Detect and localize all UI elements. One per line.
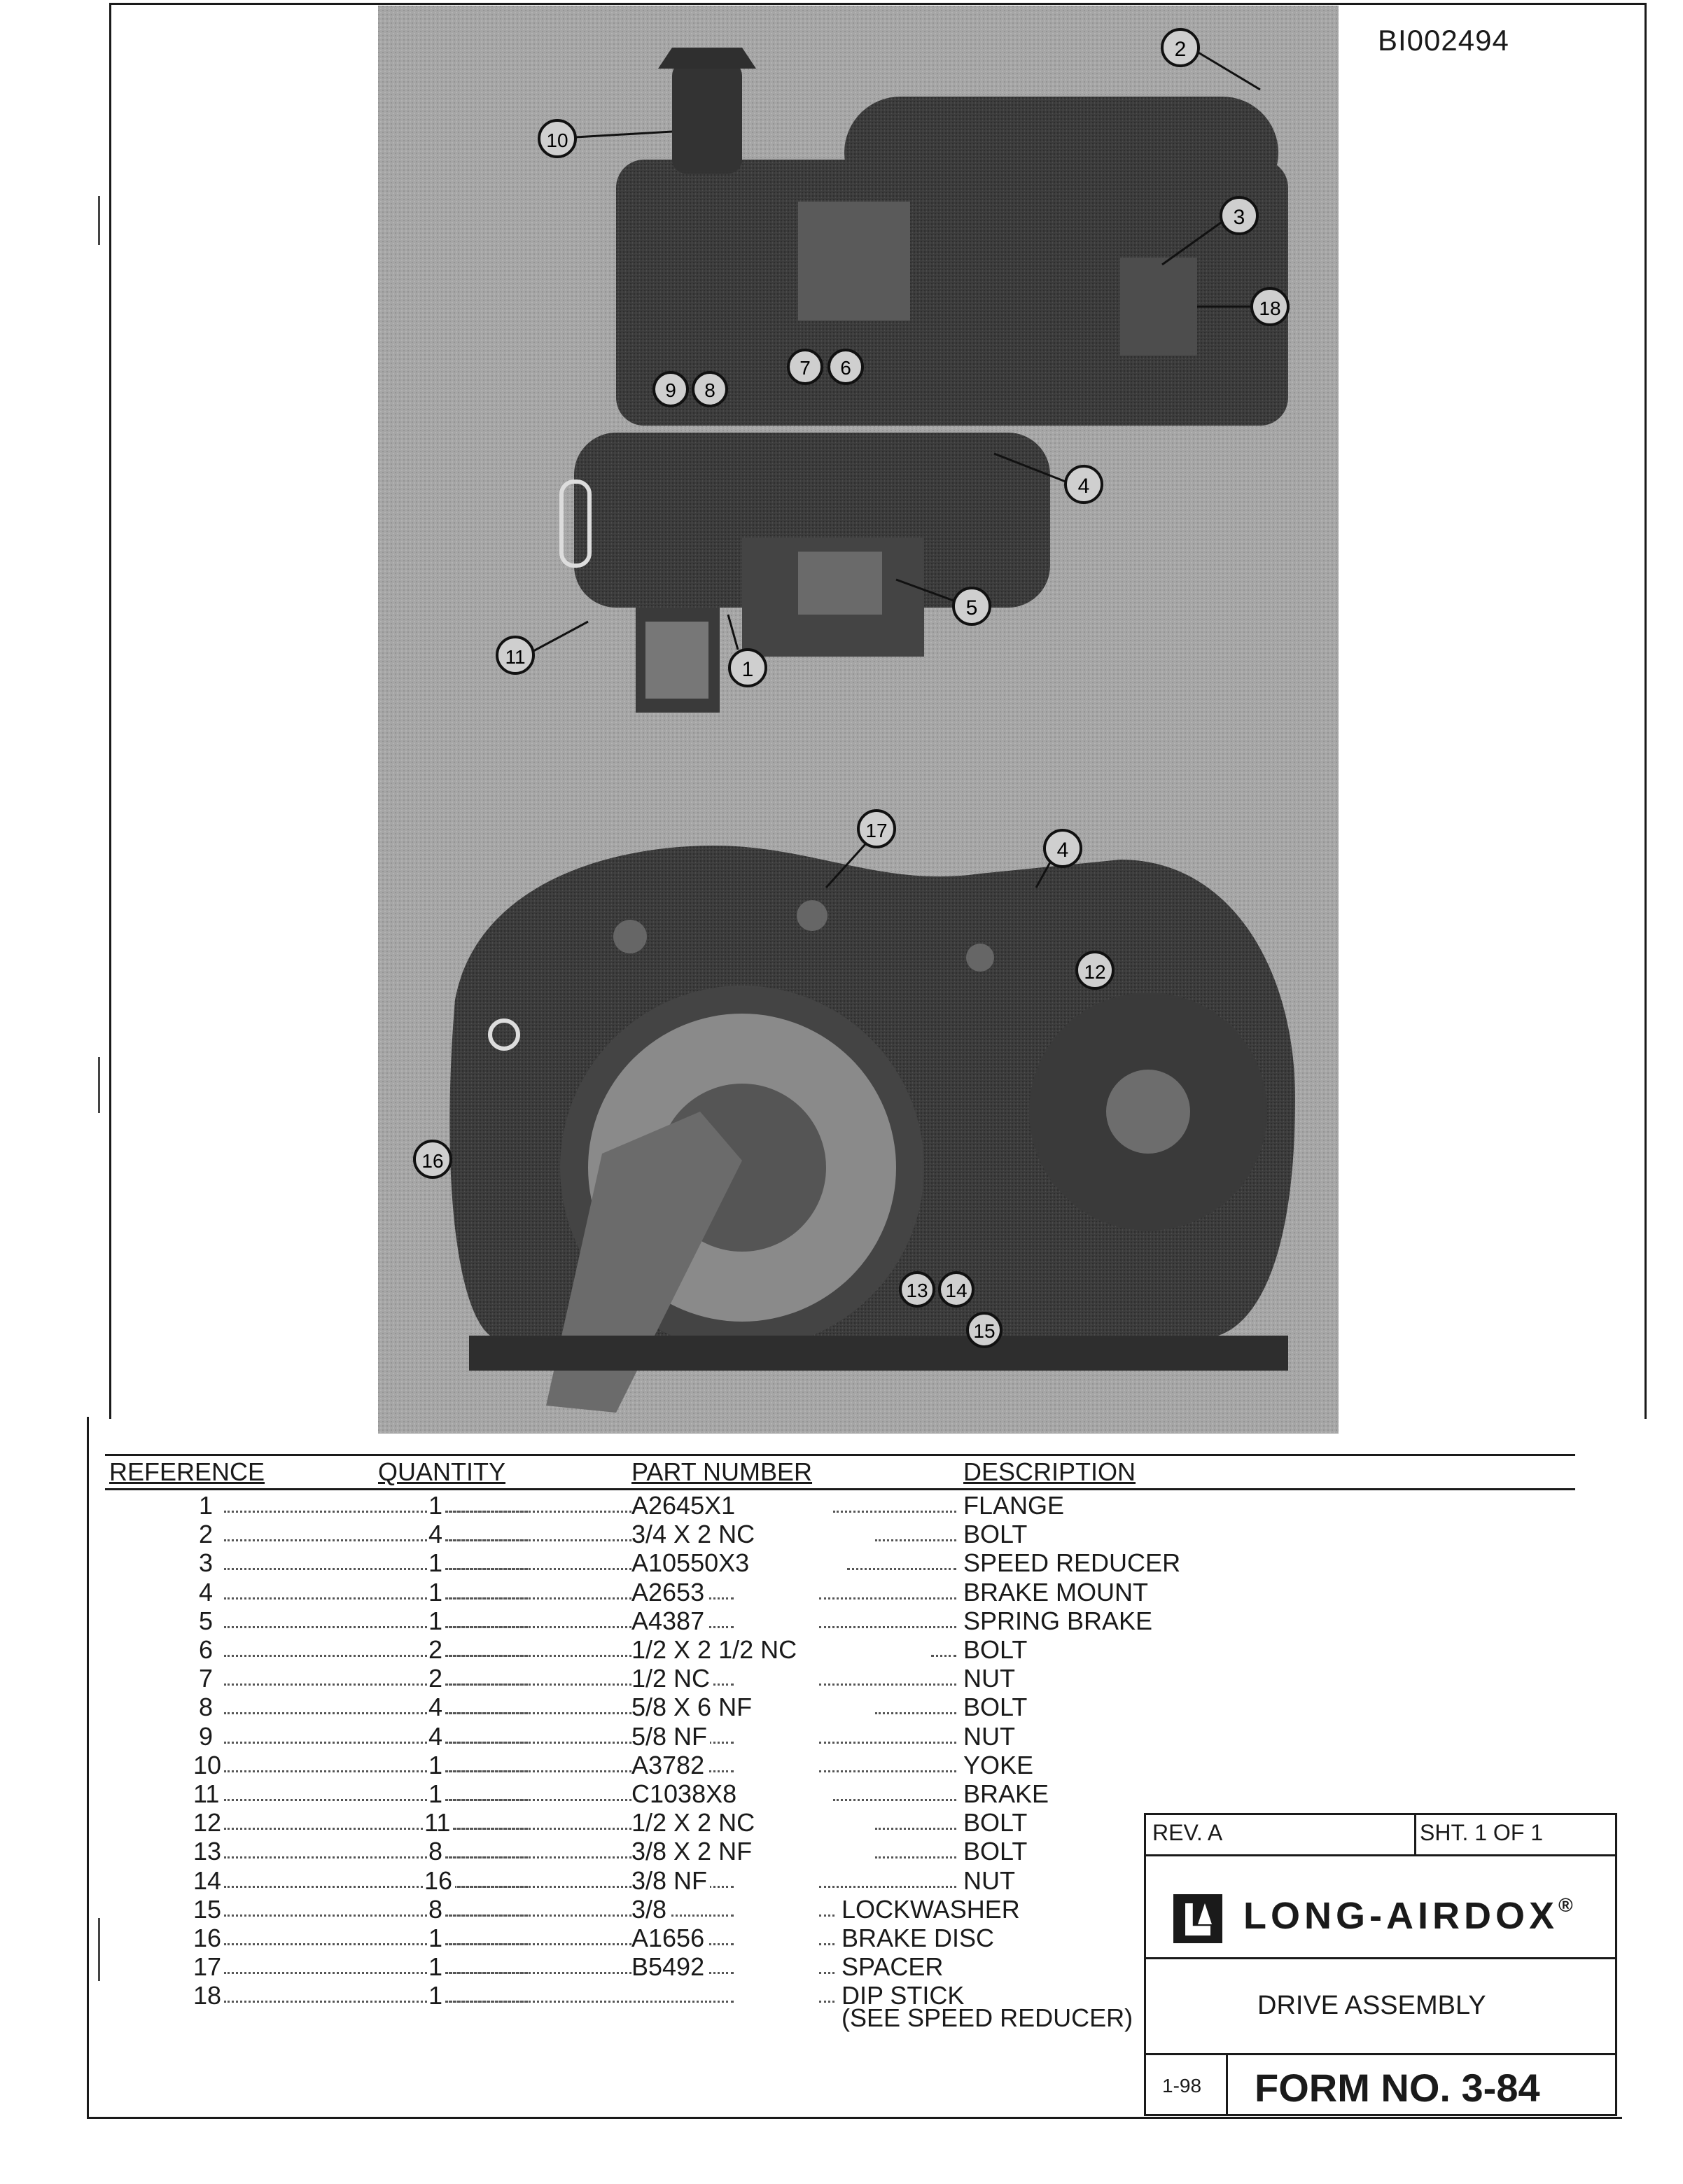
ref-cell: 1 [199,1491,216,1520]
svg-text:11: 11 [505,646,526,668]
callout-6 [829,350,863,384]
leader-dots [819,1742,956,1744]
table-row [105,1837,1295,1866]
table-row [105,1606,1295,1636]
header-reference: REFERENCE [109,1457,265,1486]
part-number-cell: 3/8 X 2 NF [631,1837,755,1866]
ref-cell: 8 [199,1693,216,1722]
qty-cell: 2 [428,1664,445,1693]
svg-text:2: 2 [1174,38,1187,61]
document-id: BI002494 [1378,24,1509,57]
svg-text:9: 9 [665,379,676,401]
table-row [105,1664,1295,1693]
header-rule-top [105,1454,1575,1456]
svg-text:1: 1 [741,658,754,681]
svg-text:4: 4 [1077,475,1090,498]
table-row [105,1693,1295,1722]
header-part-number: PART NUMBER [631,1457,813,1486]
ref-cell: 5 [199,1606,216,1636]
table-row [105,1808,1295,1837]
trademark-symbol: ® [1558,1894,1573,1916]
company-name [1243,1894,1573,1938]
part-number-cell: A2653 [631,1578,707,1607]
svg-text:8: 8 [704,379,715,401]
lower-assembly-view [449,846,1295,1413]
description-cell: BRAKE DISC [842,1924,997,1953]
qty-cell: 1 [428,1751,445,1780]
qty-cell: 1 [428,1952,445,1982]
table-row [105,1520,1295,1549]
sheet-label: SHT. 1 OF 1 [1420,1820,1544,1845]
punch-mark [98,196,107,245]
callout-15 [968,1313,1001,1347]
svg-text:7: 7 [799,357,811,379]
svg-text:6: 6 [840,357,851,379]
callout-14 [940,1273,973,1306]
description-cell: DIP STICK [842,1981,967,2010]
leader-dots [819,1972,834,1974]
part-number-cell: 5/8 X 6 NF [631,1693,755,1722]
punch-mark [98,1057,107,1113]
qty-cell: 4 [428,1722,445,1751]
qty-cell: 1 [428,1779,445,1809]
part-number-cell: C1038X8 [631,1779,739,1809]
qty-cell: 4 [428,1520,445,1549]
description-cell: BRAKE [963,1779,1052,1809]
svg-text:12: 12 [1084,961,1106,983]
ref-cell: 18 [193,1981,224,2010]
drive-assembly-photo [378,6,1339,1434]
callout-16 [414,1141,451,1177]
callout-7 [788,350,822,384]
ref-cell: 10 [193,1751,224,1780]
leader-dots [819,1626,956,1628]
part-number-cell: 1/2 X 2 NC [631,1808,757,1837]
leader-dots [833,1511,956,1513]
table-row [105,1578,1295,1607]
svg-text:18: 18 [1259,298,1281,319]
description-cell: SPRING BRAKE [963,1606,1155,1636]
part-number-cell: 3/8 NF [631,1866,710,1896]
leader-dots [819,1943,834,1945]
part-number-cell: B5492 [631,1952,707,1982]
description-cell: BOLT [963,1693,1030,1722]
photo-illustration [378,6,1339,1434]
table-row [105,1722,1295,1751]
ref-cell: 3 [199,1548,216,1578]
qty-cell: 1 [428,1578,445,1607]
header-description: DESCRIPTION [963,1457,1136,1486]
qty-cell: 2 [428,1635,445,1665]
description-cell: BOLT [963,1520,1030,1549]
qty-cell: 1 [428,1606,445,1636]
qty-cell: 1 [428,1924,445,1953]
rev-label: REV. A [1152,1820,1223,1845]
leader-dots [819,1770,956,1772]
description-cell: NUT [963,1722,1018,1751]
qty-cell: 16 [424,1866,455,1896]
leader-dots [875,1828,956,1830]
leader-dots [440,1914,734,1917]
part-number-cell: 3/8 [631,1895,669,1924]
table-row [105,1491,1295,1520]
leader-dots [847,1568,956,1570]
table-row [105,1924,1295,1953]
description-cell: SPACER [842,1952,946,1982]
table-row [105,1866,1295,1896]
svg-text:10: 10 [546,130,568,151]
qty-cell: 1 [428,1981,445,2010]
qty-cell: 8 [428,1895,445,1924]
ref-cell: 16 [193,1924,224,1953]
leader-dots [819,2001,834,2003]
leader-dots [819,1886,956,1888]
part-number-cell: A3782 [631,1751,707,1780]
header-rule-bottom [105,1488,1575,1490]
part-number-cell: 1/2 NC [631,1664,713,1693]
part-number-cell: 3/4 X 2 NC [631,1520,757,1549]
ref-cell: 14 [193,1866,224,1896]
form-date: 1-98 [1162,2075,1202,2096]
description-cell: NUT [963,1866,1018,1896]
part-number-cell: 5/8 NF [631,1722,710,1751]
svg-text:16: 16 [421,1150,444,1172]
leader-dots [875,1856,956,1858]
header-quantity: QUANTITY [378,1457,506,1486]
description-cell: NUT [963,1664,1018,1693]
ref-cell: 17 [193,1952,224,1982]
ref-cell: 7 [199,1664,216,1693]
svg-text:3: 3 [1233,206,1245,229]
svg-text:4: 4 [1056,839,1069,862]
description-cell: SPEED REDUCER [963,1548,1183,1578]
description-cell: YOKE [963,1751,1036,1780]
description-cell: BOLT [963,1808,1030,1837]
description-cell: BOLT [963,1635,1030,1665]
qty-cell: 1 [428,1548,445,1578]
ref-cell: 12 [193,1808,224,1837]
table-row [105,1751,1295,1780]
part-number-cell: A10550X3 [631,1548,752,1578]
table-row [105,1895,1295,1924]
leader-dots [819,1597,956,1600]
qty-cell: 4 [428,1693,445,1722]
ref-cell: 11 [193,1779,222,1809]
company-name-text: LONG-AIRDOX [1243,1895,1558,1937]
svg-text:13: 13 [906,1280,928,1301]
leader-dots [819,1684,956,1686]
ref-cell: 9 [199,1722,216,1751]
description-cell: BOLT [963,1837,1030,1866]
ref-cell: 6 [199,1635,216,1665]
svg-text:15: 15 [973,1320,996,1342]
company-logo-icon [1173,1894,1222,1943]
svg-text:5: 5 [965,596,978,620]
leader-dots [833,1799,956,1801]
part-number-cell: A2645X1 [631,1491,738,1520]
part-number-cell: A1656 [631,1924,707,1953]
callout-12 [1077,952,1113,988]
table-row [105,1635,1295,1665]
callout-9 [654,372,687,406]
table-row [105,1952,1295,1982]
leader-dots [931,1655,956,1657]
part-number-cell: A4387 [631,1606,707,1636]
leader-dots [819,1914,834,1917]
form-number: FORM NO. 3-84 [1255,2066,1540,2110]
qty-cell: 11 [424,1808,453,1837]
ref-cell: 2 [199,1520,216,1549]
part-number-cell: 1/2 X 2 1/2 NC [631,1635,799,1665]
callout-8 [693,372,727,406]
table-row [105,1548,1295,1578]
ref-cell: 4 [199,1578,216,1607]
dip-stick-note: (SEE SPEED REDUCER) [842,2003,1133,2032]
description-cell: BRAKE MOUNT [963,1578,1151,1607]
ref-cell: 13 [193,1837,224,1866]
leader-dots [875,1712,956,1714]
qty-cell: 8 [428,1837,445,1866]
leader-dots [440,2001,734,2003]
leader-dots [875,1539,956,1541]
table-row [105,1779,1295,1809]
svg-text:17: 17 [865,820,888,841]
qty-cell: 1 [428,1491,445,1520]
description-cell: FLANGE [963,1491,1067,1520]
ref-cell: 15 [193,1895,224,1924]
description-cell: LOCKWASHER [842,1895,1023,1924]
callout-13 [900,1273,934,1306]
svg-text:14: 14 [945,1280,968,1301]
drawing-title: DRIVE ASSEMBLY [1257,1991,1486,2020]
